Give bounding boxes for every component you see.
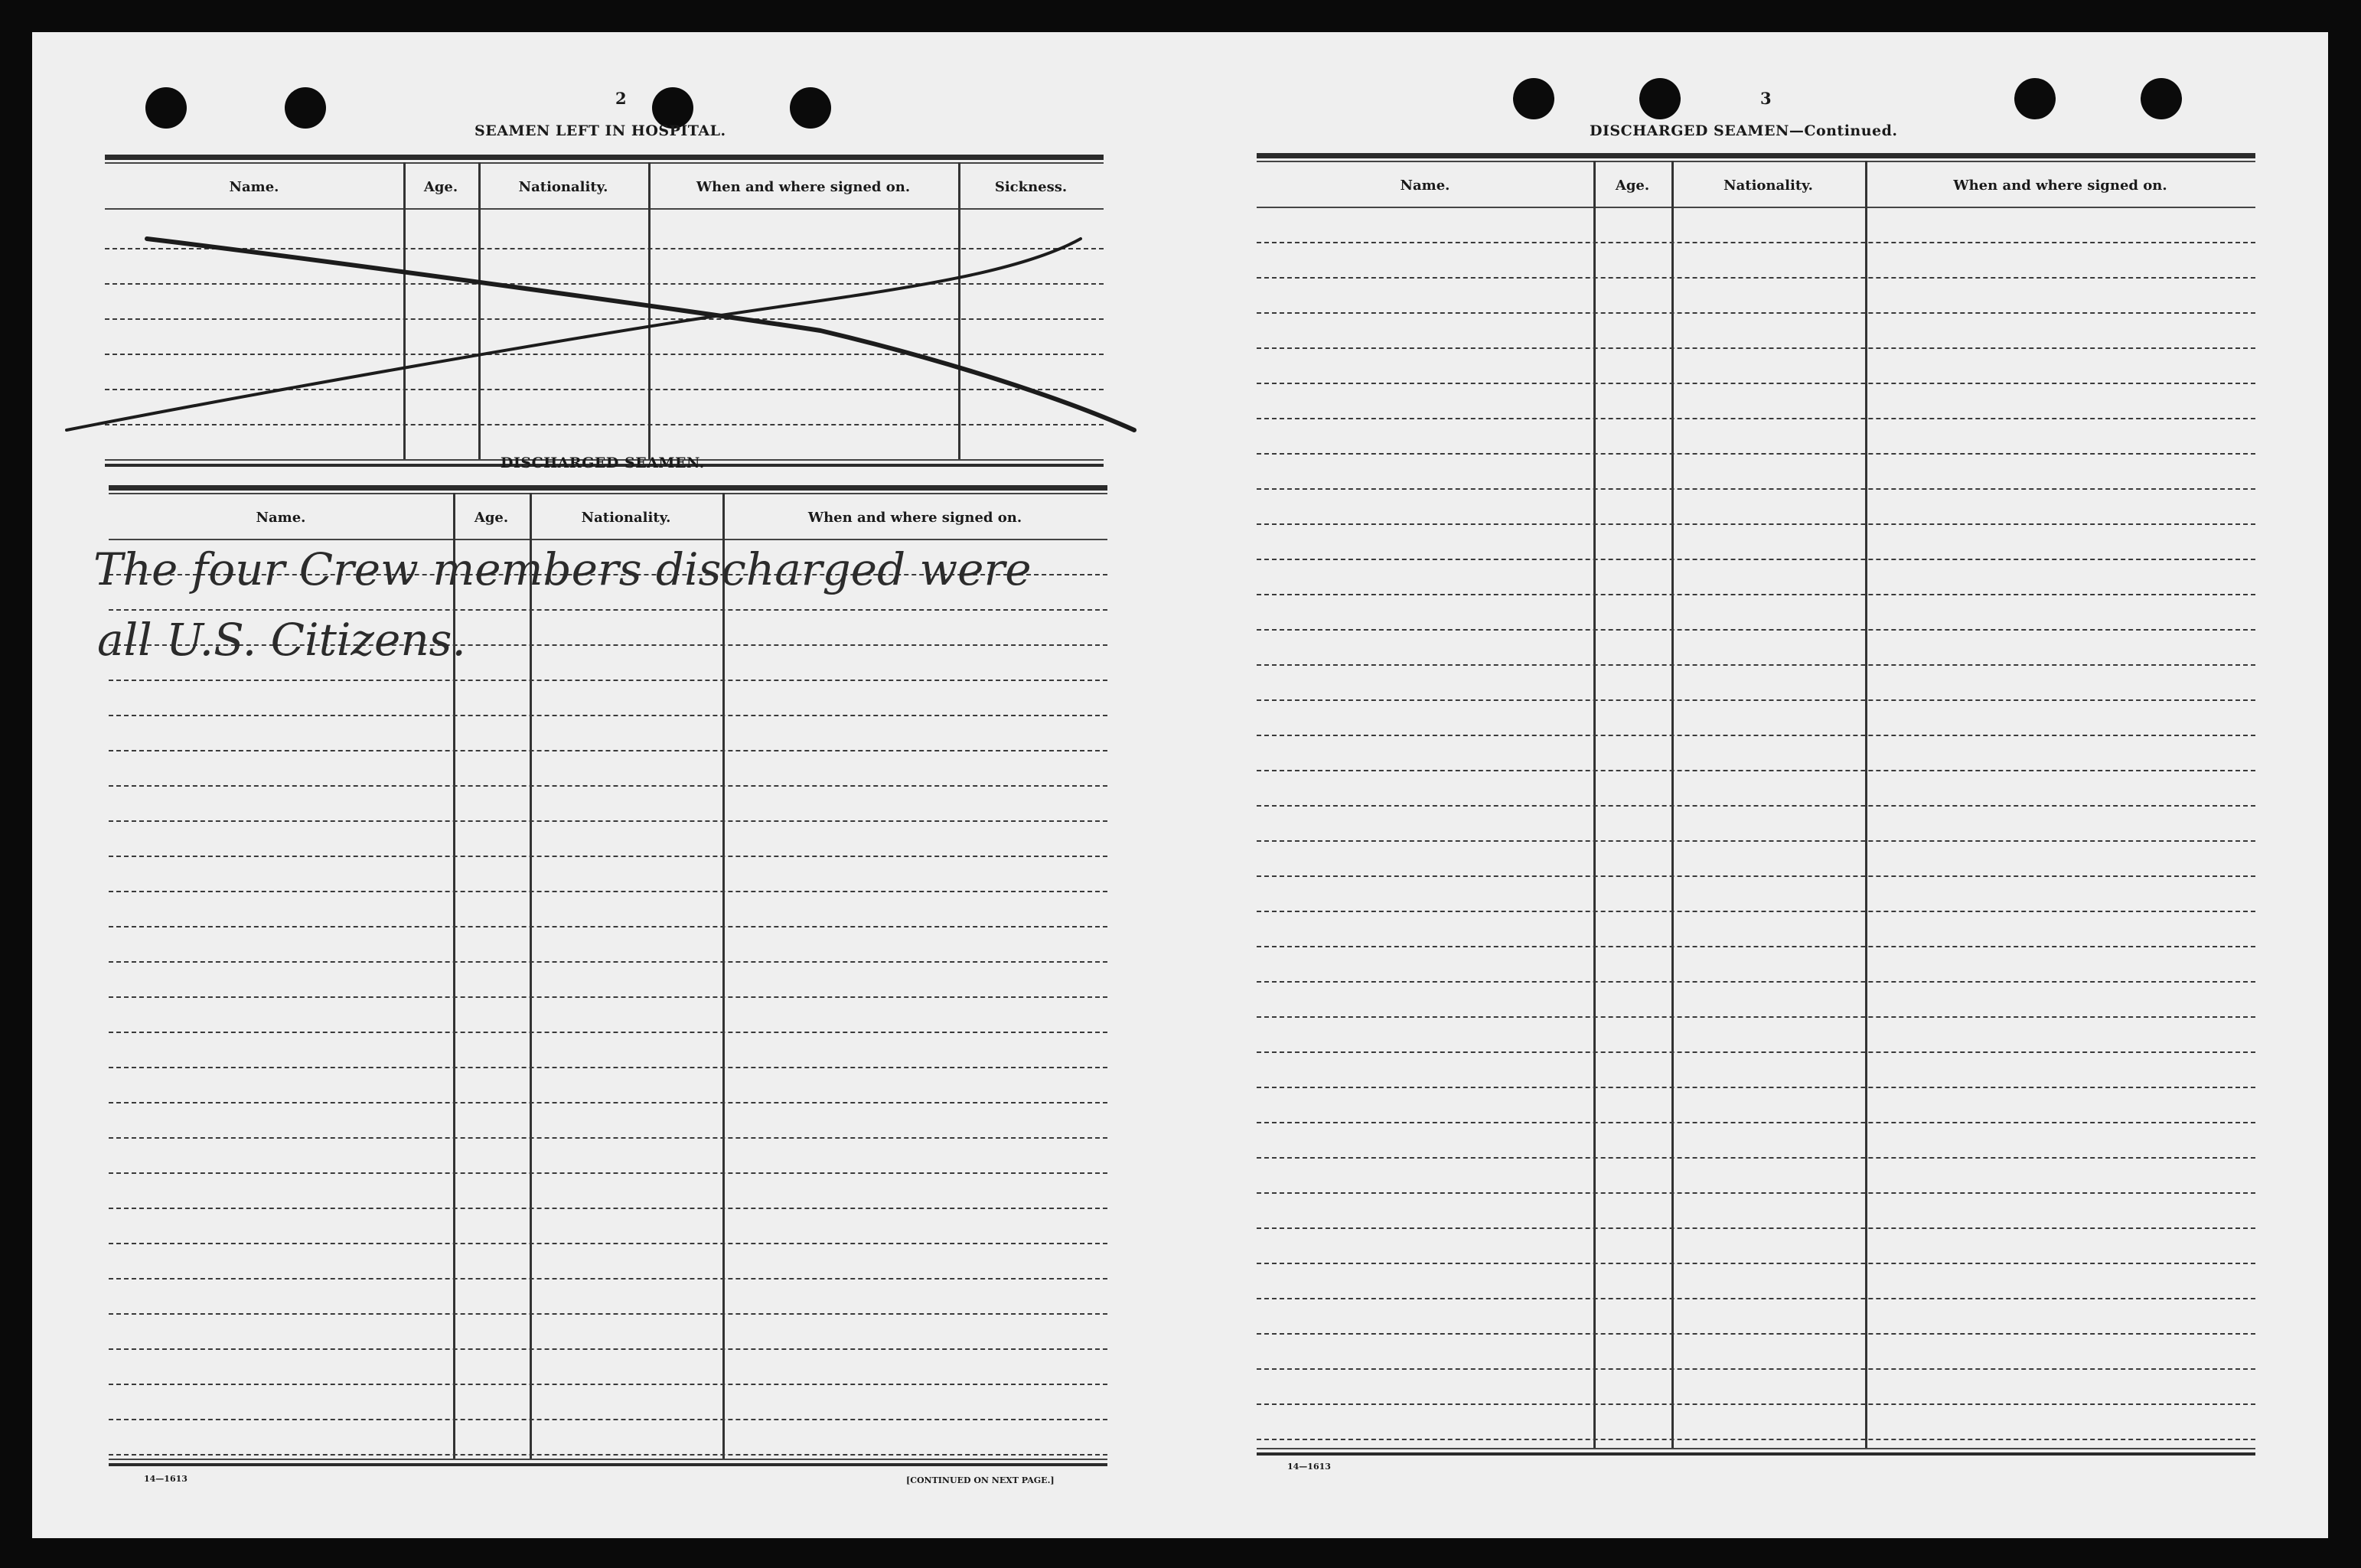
ruled-line — [1257, 981, 2255, 983]
ruled-line — [1257, 488, 2255, 490]
ruled-line — [1257, 1403, 2255, 1405]
ruled-line — [109, 1278, 1107, 1280]
ruled-line — [1257, 1227, 2255, 1229]
handwritten-note-line-1: The four Crew members discharged were — [93, 543, 1032, 595]
hospital-col-nationality: Nationality. — [518, 179, 608, 195]
ruled-line — [109, 785, 1107, 787]
discharged-continued-table — [1257, 153, 2255, 1458]
ruled-line — [1257, 946, 2255, 947]
right-col-nationality: Nationality. — [1723, 178, 1813, 194]
ruled-line — [109, 1172, 1107, 1174]
discharged-col-when-where: When and where signed on. — [807, 510, 1022, 526]
ruled-line — [1257, 1016, 2255, 1018]
ruled-line — [1257, 875, 2255, 877]
ruled-line — [109, 820, 1107, 822]
ruled-line — [109, 715, 1107, 716]
ruled-line — [1257, 840, 2255, 842]
ruled-line — [109, 609, 1107, 611]
ruled-line — [1257, 347, 2255, 349]
ruled-line — [109, 961, 1107, 963]
ruled-line — [1257, 629, 2255, 631]
right-form-number: 14—1613 — [1287, 1462, 1331, 1472]
ruled-line — [109, 891, 1107, 892]
register-sheet — [32, 32, 2328, 1538]
ruled-line — [1257, 1192, 2255, 1194]
ruled-line — [1257, 911, 2255, 912]
ruled-line — [109, 1208, 1107, 1209]
left-form-number: 14—1613 — [144, 1474, 188, 1484]
hospital-col-when-where: When and where signed on. — [696, 179, 911, 195]
handwritten-note-line-2: all U.S. Citizens. — [97, 614, 466, 666]
ruled-line — [109, 750, 1107, 751]
ruled-line — [1257, 1368, 2255, 1370]
right-col-age: Age. — [1615, 178, 1650, 194]
ruled-line — [1257, 770, 2255, 771]
ruled-line — [109, 1313, 1107, 1315]
ruled-line — [1257, 594, 2255, 595]
ruled-line — [109, 996, 1107, 998]
ruled-line — [109, 1137, 1107, 1139]
ruled-line — [1257, 312, 2255, 314]
ruled-line — [109, 1067, 1107, 1068]
ruled-line — [109, 1454, 1107, 1456]
ruled-line — [109, 680, 1107, 681]
left-page-number: 2 — [615, 89, 627, 108]
ruled-line — [1257, 559, 2255, 560]
ruled-line — [109, 1032, 1107, 1033]
ruled-line — [1257, 1122, 2255, 1123]
right-page-title: DISCHARGED SEAMEN—Continued. — [1590, 122, 1898, 139]
ruled-line — [1257, 1333, 2255, 1335]
ruled-line — [109, 1243, 1107, 1244]
ruled-line — [1257, 735, 2255, 736]
ruled-line — [109, 1419, 1107, 1420]
ruled-line — [1257, 1298, 2255, 1299]
right-page-number: 3 — [1760, 89, 1772, 108]
discharged-section-title: DISCHARGED SEAMEN. — [501, 455, 705, 471]
discharged-col-name: Name. — [256, 510, 306, 526]
ruled-line — [109, 1102, 1107, 1103]
hospital-col-sickness: Sickness. — [994, 179, 1068, 195]
ruled-line — [109, 856, 1107, 857]
ruled-line — [109, 926, 1107, 927]
hospital-section-title: SEAMEN LEFT IN HOSPITAL. — [474, 122, 726, 139]
ruled-line — [1257, 1263, 2255, 1264]
discharged-col-age: Age. — [474, 510, 509, 526]
ruled-line — [109, 1384, 1107, 1385]
hospital-col-age: Age. — [423, 179, 458, 195]
right-col-name: Name. — [1400, 178, 1450, 194]
discharged-col-nationality: Nationality. — [581, 510, 671, 526]
ruled-line — [1257, 805, 2255, 807]
continued-note: [CONTINUED ON NEXT PAGE.] — [906, 1475, 1055, 1485]
ruled-line — [1257, 453, 2255, 455]
ruled-line — [1257, 1157, 2255, 1159]
ruled-line — [1257, 1051, 2255, 1053]
ruled-line — [1257, 664, 2255, 666]
ruled-line — [1257, 418, 2255, 419]
ruled-line — [1257, 1087, 2255, 1088]
right-col-when-where: When and where signed on. — [1953, 178, 2167, 194]
ruled-line — [1257, 383, 2255, 384]
ruled-line — [109, 1348, 1107, 1350]
ruled-line — [1257, 523, 2255, 525]
ruled-line — [1257, 242, 2255, 243]
ruled-line — [1257, 277, 2255, 279]
ruled-line — [1257, 699, 2255, 701]
hospital-col-name: Name. — [229, 179, 279, 195]
ruled-line — [1257, 1439, 2255, 1440]
